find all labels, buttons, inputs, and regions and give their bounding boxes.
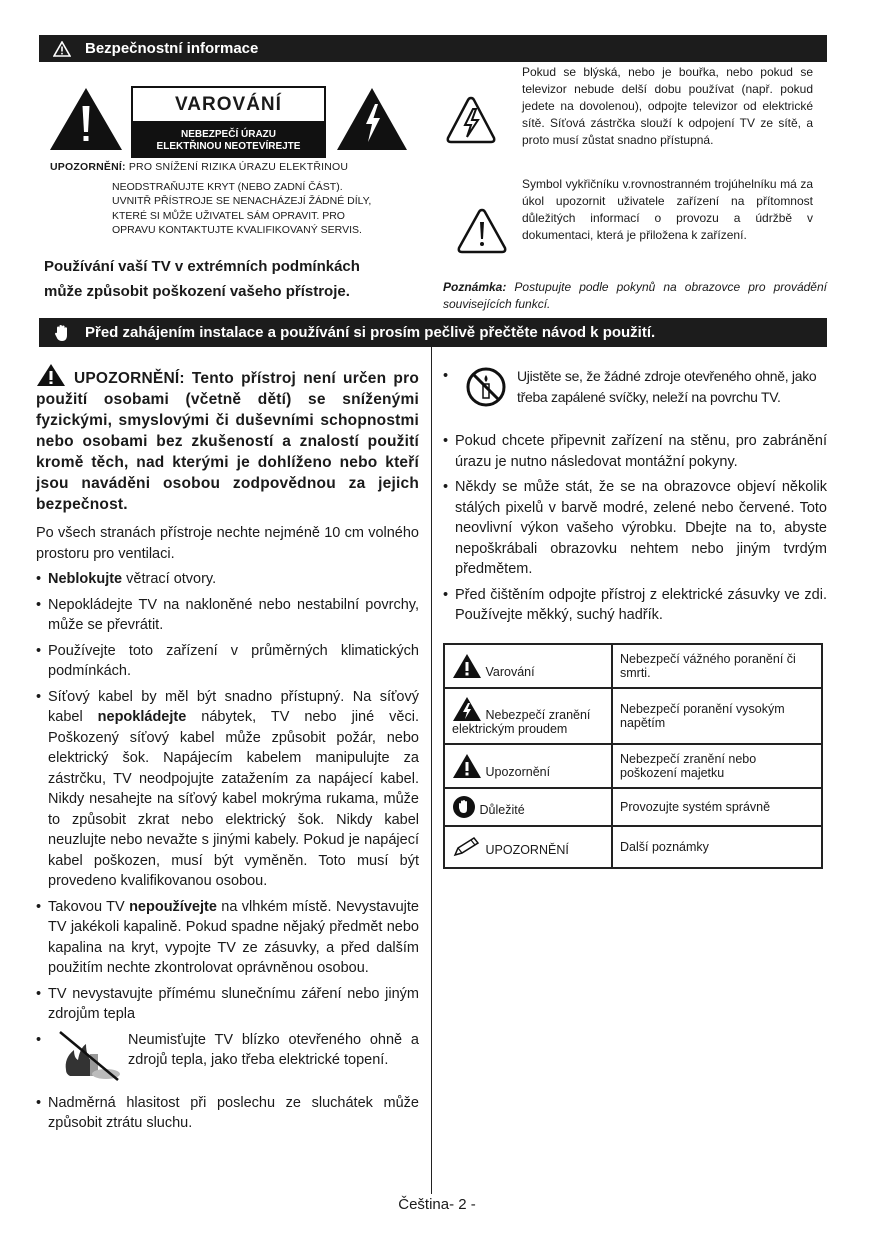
list-item: • Nepokládejte TV na nakloněné nebo nestabilní povrchy, může se převrátit. xyxy=(36,595,419,636)
section-title: Bezpečnostní informace xyxy=(85,40,259,57)
page-footer: Čeština- 2 - xyxy=(398,1196,476,1213)
section-header-safety xyxy=(39,35,827,62)
legend-desc: Provozujte systém správně xyxy=(612,788,822,826)
ventilation-text: Po všech stranách přístroje nechte nejméně 10 cm volného prostoru pro ventilaci. xyxy=(36,525,419,562)
hand-stop-icon xyxy=(452,795,476,819)
b1-bold: Neblokujte xyxy=(48,571,123,587)
section-title: Před zahájením instalace a používání si prosím pečlivě přečtěte návod k použití. xyxy=(85,324,656,341)
list-item: • Před čištěním odpojte přístroj z elektrické zásuvky ve zdi. Používejte měkký, suchý hadřík. xyxy=(443,585,827,626)
list-item xyxy=(36,897,419,979)
symbol-legend-table xyxy=(443,643,823,869)
warning-paragraph xyxy=(36,363,419,515)
list-item: • Používejte toto zařízení v průměrných klimatických podmínkách. xyxy=(36,641,419,682)
caution-line: KTERÉ SI MŮŽE UŽIVATEL SÁM OPRAVIT. PRO xyxy=(112,209,345,222)
legend-label: Důležité xyxy=(479,803,525,817)
b4-bold: nepokládejte xyxy=(97,709,187,725)
warning-paragraph-text: UPOZORNĚNÍ: Tento přístroj není určen pro použití osobami (včetně dětí) se sníženými fyzickými, smyslovými či duševními schopnostmi nebo osobami bez zkušeností a znalostí použití kromě těch, nad kterými je dohlíženo nebo kteří jsou naváděni osobou zodpovědnou za jejich bezpečnost. xyxy=(36,370,419,513)
lightning-outline-icon xyxy=(445,95,497,145)
list-item xyxy=(443,366,827,426)
legend-label: Nebezpečí zranění elektrickým proudem xyxy=(452,708,591,736)
caution-text xyxy=(50,160,410,238)
warning-icon xyxy=(39,41,85,57)
exclamation-triangle-icon xyxy=(48,86,124,152)
warning-icon xyxy=(452,653,482,679)
section-header-before-install xyxy=(39,318,827,347)
b1-rest: větrací otvory. xyxy=(122,571,217,587)
list-item: • Pokud chcete připevnit zařízení na stěnu, pro zabránění úrazu je nutno následovat montážní pokyny. xyxy=(443,431,827,472)
lightning-paragraph: Pokud se blýská, nebo je bouřka, nebo pokud se televizor nebude delší dobu používat (např. pokud jedete na dovolenou), odpojte televizor od elektrické sítě. Síťová zástrčka slouží k odpojení TV ze sítě, a proto musí zůstat snadno přístupná. xyxy=(522,65,813,147)
b4-a: Síťový kabel by měl být snadno přístupný. Na síťový kabel xyxy=(48,688,419,725)
no-fire-heater-icon xyxy=(56,1030,122,1082)
r1-text: • Ujistěte se, že žádné zdroje otevřeného ohně, jako třeba zapálené svíčky, neleží na povrchu TV. xyxy=(517,368,817,405)
legend-symbol-cell xyxy=(444,644,612,688)
electric-shock-icon xyxy=(452,696,482,722)
left-bullet-list xyxy=(36,569,419,1134)
list-item: • Nadměrná hlasitost při poslechu ze sluchátek může způsobit ztrátu sluchu. xyxy=(36,1093,419,1134)
right-bullet-list xyxy=(443,366,827,626)
caution-label: UPOZORNĚNÍ: xyxy=(50,161,126,173)
hand-stop-icon xyxy=(39,324,85,342)
caution-lines xyxy=(50,180,410,238)
column-divider xyxy=(431,347,432,1194)
extreme-line: Používání vaší TV v extrémních podmínkách xyxy=(44,258,360,275)
warning-box-subtitle xyxy=(133,123,324,156)
warning-box-title: VAROVÁNÍ xyxy=(133,88,324,123)
warning-icon xyxy=(36,363,66,387)
extreme-conditions-warning xyxy=(44,254,414,304)
b5-a: Takovou TV xyxy=(48,898,130,915)
legend-desc: Nebezpečí zranění nebo poškození majetku xyxy=(612,744,822,788)
caution-line: UVNITŘ PŘÍSTROJE SE NENACHÁZEJÍ ŽÁDNÉ DÍLY, xyxy=(112,195,372,207)
table-row xyxy=(444,788,822,826)
legend-desc: Nebezpečí poranění vysokým napětím xyxy=(612,688,822,744)
caution-first-line: PRO SNÍŽENÍ RIZIKA ÚRAZU ELEKTŘINOU xyxy=(128,161,349,173)
extreme-line: může způsobit poškození vašeho přístroje. xyxy=(44,283,350,300)
right-column xyxy=(443,366,827,631)
b7-text: • Neumisťujte TV blízko otevřeného ohně a zdrojů tepla, jako třeba elektrické topení. xyxy=(128,1031,419,1068)
legend-label: Upozornění xyxy=(485,765,551,779)
b5-bold: nepoužívejte xyxy=(129,898,217,915)
b5-b: na vlhkém místě. Nevystavujte TV jakékoli kapalině. Pokud spadne nějaký předmět nebo kapalina na kryt, vypojte TV ze zásuvky, a před dalším použitím nechte zkontrolovat oprávněnou osobou. xyxy=(48,898,419,976)
table-row xyxy=(444,688,822,744)
table-row xyxy=(444,644,822,688)
note-text xyxy=(443,279,827,313)
legend-symbol-cell xyxy=(444,826,612,868)
list-item: • TV nevystavujte přímému slunečnímu záření nebo jiným zdrojům tepla xyxy=(36,984,419,1025)
warning-box-sub1: NEBEZPEČÍ ÚRAZU xyxy=(180,129,276,140)
caution-icon xyxy=(452,753,482,779)
warning-box xyxy=(131,86,326,158)
legend-symbol-cell xyxy=(444,744,612,788)
table-row xyxy=(444,744,822,788)
exclamation-outline-icon xyxy=(456,207,508,255)
caution-line: NEODSTRAŇUJTE KRYT (NEBO ZADNÍ ČÁST). xyxy=(112,180,343,193)
lightning-triangle-icon xyxy=(335,86,409,152)
legend-symbol-cell xyxy=(444,688,612,744)
table-row xyxy=(444,826,822,868)
no-candle-icon xyxy=(465,366,507,408)
legend-desc: Další poznámky xyxy=(612,826,822,868)
legend-symbol-cell xyxy=(444,788,612,826)
note-body: Postupujte podle pokynů na obrazovce pro provádění souvisejících funkcí. xyxy=(443,280,827,311)
left-column xyxy=(36,363,419,1139)
warning-box-sub2: ELEKTŘINOU NEOTEVÍREJTE xyxy=(156,141,301,152)
note-label: Poznámka: xyxy=(443,280,507,294)
legend-label: Varování xyxy=(485,665,535,679)
exclamation-paragraph: Symbol vykřičníku v.rovnostranném trojúhelníku má za úkol upozornit uživatele zařízení na přítomnost důležitých informací o provozu a údržbě v dokumentaci, která je přiložena k zařízení. xyxy=(522,177,813,242)
legend-label: UPOZORNĚNÍ xyxy=(485,843,569,857)
list-item: • Někdy se může stát, že se na obrazovce objeví několik stálých pixelů v barvě modré, zelené nebo červené. Toto neovlivní výkon vašeho výrobku. Dbejte na to, abyste nepoškrábali obrazovku nehtem nebo jiným tvrdým předmětem. xyxy=(443,477,827,580)
list-item xyxy=(36,569,419,590)
list-item xyxy=(36,687,419,892)
caution-line: OPRAVU KONTAKTUJTE KVALIFIKOVANÝ SERVIS. xyxy=(112,224,362,236)
legend-desc: Nebezpečí vážného poranění či smrti. xyxy=(612,644,822,688)
b4-b: nábytek, TV nebo jiné věci. Poškozený síťový kabel může způsobit požár, nebo elektrický šok. Napájecím kabelem manipulujte za zástrčku, TV neodpojujte zatažením za napájecí kabel. Nikdy nesahejte na síťový kabel mokrýma rukama, může to způsobit zkrat nebo elektrický šok. Nikdy kabel neuzlujte nebo nevažte s jinými kabely. Pokud je napájecí kabel poškozen, musí být vyměněn. Toto musí být provedeno kvalifikovanou osobou. xyxy=(48,709,419,889)
list-item xyxy=(36,1030,419,1088)
pencil-icon xyxy=(452,836,482,858)
